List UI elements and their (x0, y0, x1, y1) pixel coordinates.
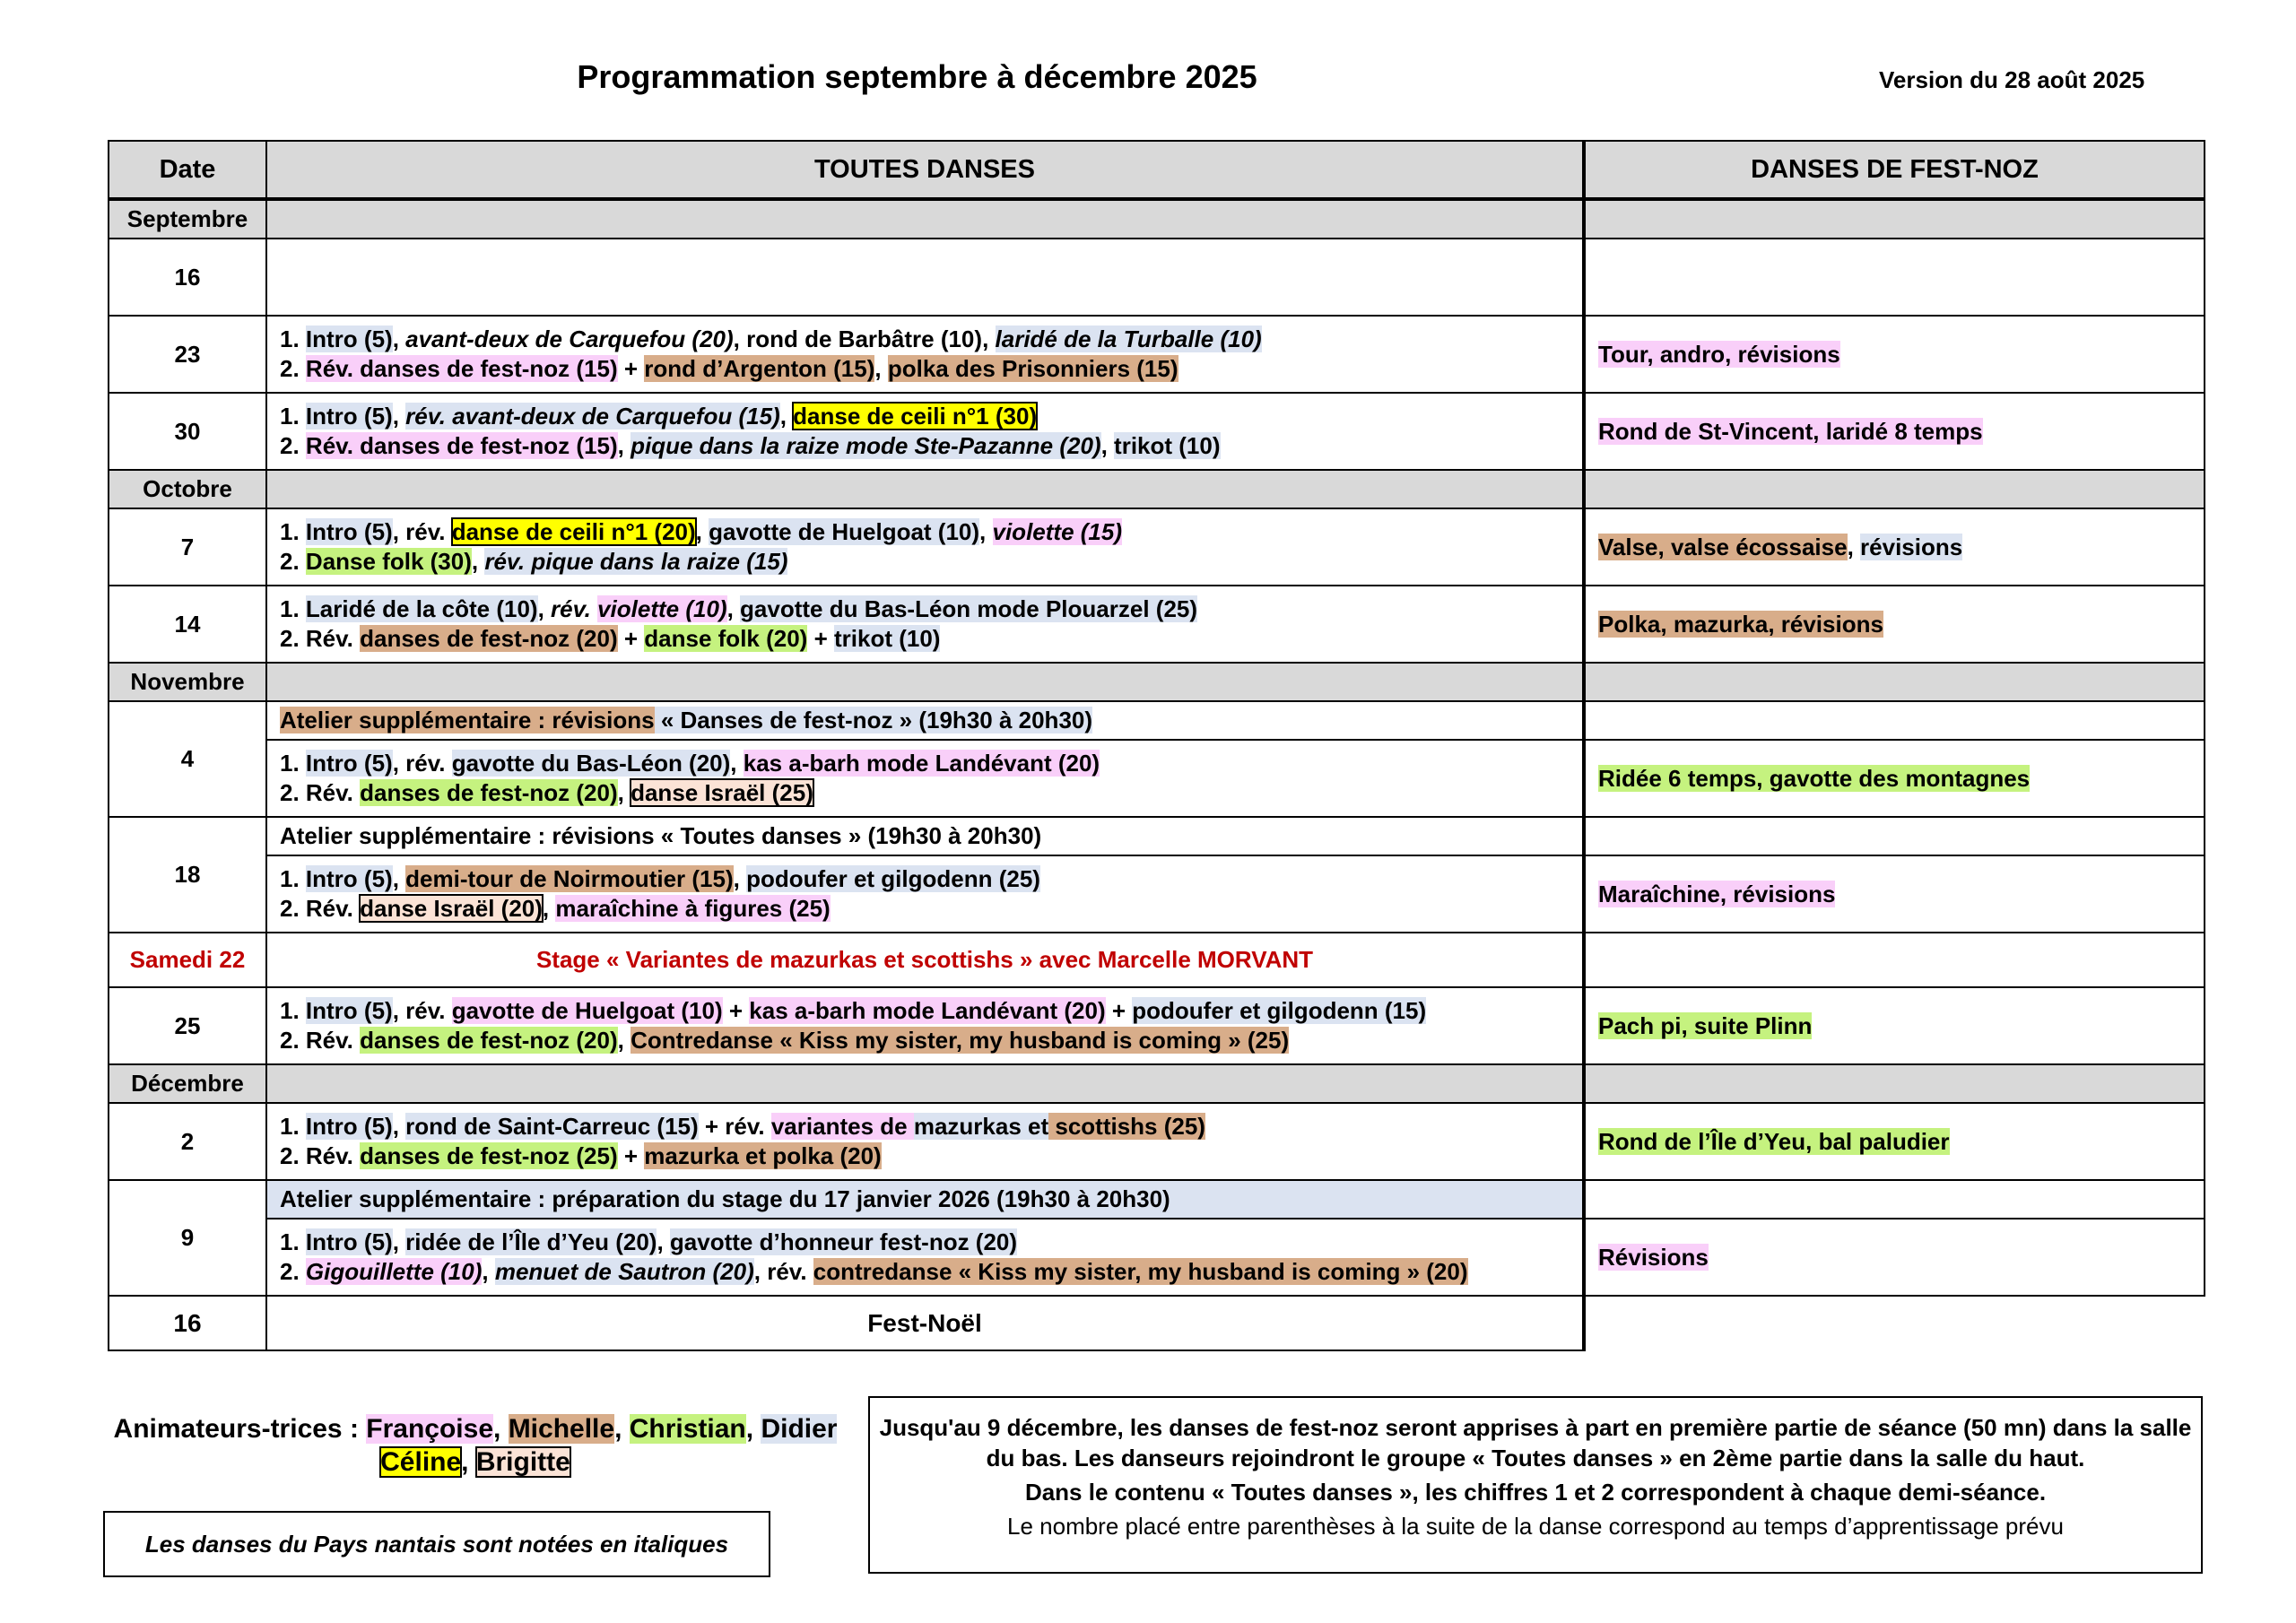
session-line-2: 2. Rév. danses de fest-noz (20) + danse folk (20) + trikot (10) (280, 625, 941, 652)
table-row (109, 987, 2205, 1064)
month-label: Septembre (109, 199, 266, 239)
festnoz-cell: Valse, valse écossaise, révisions (1584, 508, 2205, 586)
month-row (109, 470, 2205, 508)
atelier-row (109, 817, 2205, 855)
version-label: Version du 28 août 2025 (1879, 66, 2145, 93)
session-line-2: 2. Gigouillette (10), menuet de Sautron (20), rév. contredanse « Kiss my sister, my husband is coming » (20) (280, 1258, 1468, 1285)
note-box (868, 1396, 2203, 1574)
session-line-1: 1. Intro (5), ridée de l’Île d’Yeu (20), gavotte d’honneur fest-noz (20) (280, 1228, 1018, 1255)
session-line-1: 1. Laridé de la côte (10), rév. violette (10), gavotte du Bas-Léon mode Plouarzel (25) (280, 595, 1198, 622)
session-line-1: 1. Intro (5), rond de Saint-Carreuc (15) + rév. variantes de mazurkas et scottishs (25) (280, 1113, 1205, 1140)
session-line-2: 2. Rév. danses de fest-noz (25) + mazurka et polka (20) (280, 1142, 882, 1169)
all-dances-cell (266, 239, 1584, 316)
noel-row (109, 1296, 2205, 1350)
all-dances-cell (266, 1103, 1584, 1180)
facilitator: Michelle (508, 1414, 615, 1444)
festnoz-cell: Tour, andro, révisions (1584, 316, 2205, 393)
atelier-row (109, 701, 2205, 740)
month-row (109, 1064, 2205, 1103)
table-row (109, 740, 2205, 817)
festnoz-cell: Polka, mazurka, révisions (1584, 586, 2205, 663)
legend-box: Les danses du Pays nantais sont notées en italiques (103, 1511, 770, 1577)
date-cell: 4 (109, 701, 266, 817)
atelier-cell: Atelier supplémentaire : révisions « Toutes danses » (19h30 à 20h30) (266, 817, 1584, 855)
date-cell: 23 (109, 316, 266, 393)
facilitator: Christian (629, 1414, 746, 1444)
table-row (109, 1219, 2205, 1296)
stage-row (109, 933, 2205, 987)
session-line-1: 1. Intro (5), rév. avant-deux de Carquefou (15), danse de ceili n°1 (30) (280, 403, 1038, 430)
col-header-festnoz: DANSES DE FEST-NOZ (1584, 141, 2205, 199)
session-line-2: 2. Rév. danses de fest-noz (15), pique dans la raize mode Ste-Pazanne (20), trikot (10) (280, 432, 1221, 459)
note-text: Dans le contenu « Toutes danses », les chiffres 1 et 2 correspondent à chaque demi-séance. (1024, 1479, 2047, 1506)
all-dances-cell (266, 855, 1584, 933)
facilitator: Didier (761, 1414, 838, 1444)
table-row (109, 316, 2205, 393)
col-header-date: Date (109, 141, 266, 199)
schedule-table (108, 140, 2205, 1351)
month-row (109, 199, 2205, 239)
session-line-2: 2. Rév. danses de fest-noz (20), danse Israël (25) (280, 779, 813, 806)
all-dances-cell (266, 393, 1584, 470)
atelier-cell: Atelier supplémentaire : préparation du stage du 17 janvier 2026 (19h30 à 20h30) (266, 1180, 1584, 1219)
facilitators: Animateurs-trices : Françoise, Michelle, Christian, Didier Céline, Brigitte (113, 1414, 838, 1477)
all-dances-cell (266, 316, 1584, 393)
date-cell: 18 (109, 817, 266, 933)
month-row (109, 663, 2205, 701)
all-dances-cell (266, 1219, 1584, 1296)
date-cell: 16 (109, 1296, 266, 1350)
session-line-1: 1. Intro (5), rév. gavotte du Bas-Léon (20), kas a-barh mode Landévant (20) (280, 750, 1100, 777)
atelier-row (109, 1180, 2205, 1219)
festnoz-cell: Révisions (1584, 1219, 2205, 1296)
session-line-1: 1. Intro (5), rév. danse de ceili n°1 (20), gavotte de Huelgoat (10), violette (15) (280, 518, 1122, 545)
all-dances-cell (266, 586, 1584, 663)
date-cell: 7 (109, 508, 266, 586)
table-row (109, 1103, 2205, 1180)
month-label: Décembre (109, 1064, 266, 1103)
facilitators-label: Animateurs-trices : (113, 1414, 367, 1444)
note-text: Jusqu'au 9 décembre, les danses de fest-noz seront apprises à part en première partie de séance (50 mn) dans la salle du bas. Les danseurs rejoindront le groupe « Toutes danses » en 2ème partie dans la salle du haut. (879, 1414, 2192, 1471)
date-cell: 16 (109, 239, 266, 316)
atelier-cell: Atelier supplémentaire : révisions « Danses de fest-noz » (19h30 à 20h30) (266, 701, 1584, 740)
stage-cell: Stage « Variantes de mazurkas et scottishs » avec Marcelle MORVANT (266, 933, 1584, 987)
date-cell: 14 (109, 586, 266, 663)
session-line-2: 2. Danse folk (30), rév. pique dans la raize (15) (280, 548, 788, 575)
note-text: Le nombre placé entre parenthèses à la suite de la danse correspond au temps d’apprentissage prévu (1007, 1513, 2064, 1540)
session-line-2: 2. Rév. danse Israël (20), maraîchine à figures (25) (280, 895, 831, 922)
table-row (109, 855, 2205, 933)
all-dances-cell (266, 740, 1584, 817)
festnoz-cell: Pach pi, suite Plinn (1584, 987, 2205, 1064)
session-line-2: 2. Rév. danses de fest-noz (15) + rond d’Argenton (15), polka des Prisonniers (15) (280, 355, 1178, 382)
all-dances-cell (266, 987, 1584, 1064)
festnoz-cell: Rond de St-Vincent, laridé 8 temps (1584, 393, 2205, 470)
date-cell: 30 (109, 393, 266, 470)
session-line-2: 2. Rév. danses de fest-noz (20), Contredanse « Kiss my sister, my husband is coming » (25) (280, 1027, 1290, 1054)
date-cell: 2 (109, 1103, 266, 1180)
date-cell: Samedi 22 (109, 933, 266, 987)
date-cell: 9 (109, 1180, 266, 1296)
table-row (109, 508, 2205, 586)
table-row (109, 586, 2205, 663)
festnoz-cell: Rond de l’Île d’Yeu, bal paludier (1584, 1103, 2205, 1180)
month-label: Novembre (109, 663, 266, 701)
festnoz-cell (1584, 239, 2205, 316)
all-dances-cell (266, 508, 1584, 586)
page-title: Programmation septembre à décembre 2025 (577, 58, 1257, 95)
date-cell: 25 (109, 987, 266, 1064)
col-header-all: TOUTES DANSES (266, 141, 1584, 199)
table-row (109, 393, 2205, 470)
facilitator: Françoise (366, 1414, 494, 1444)
festnoz-cell: Maraîchine, révisions (1584, 855, 2205, 933)
session-line-1: 1. Intro (5), avant-deux de Carquefou (20), rond de Barbâtre (10), laridé de la Turballe (10) (280, 325, 1262, 352)
month-label: Octobre (109, 470, 266, 508)
facilitator: Céline (380, 1447, 462, 1477)
session-line-1: 1. Intro (5), demi-tour de Noirmoutier (15), podoufer et gilgodenn (25) (280, 865, 1040, 892)
facilitator: Brigitte (475, 1447, 570, 1477)
table-row (109, 239, 2205, 316)
header-row (109, 141, 2205, 199)
festnoz-cell: Ridée 6 temps, gavotte des montagnes (1584, 740, 2205, 817)
noel-cell: Fest-Noël (266, 1296, 1584, 1350)
session-line-1: 1. Intro (5), rév. gavotte de Huelgoat (10) + kas a-barh mode Landévant (20) + podoufer et gilgodenn (15) (280, 997, 1427, 1024)
